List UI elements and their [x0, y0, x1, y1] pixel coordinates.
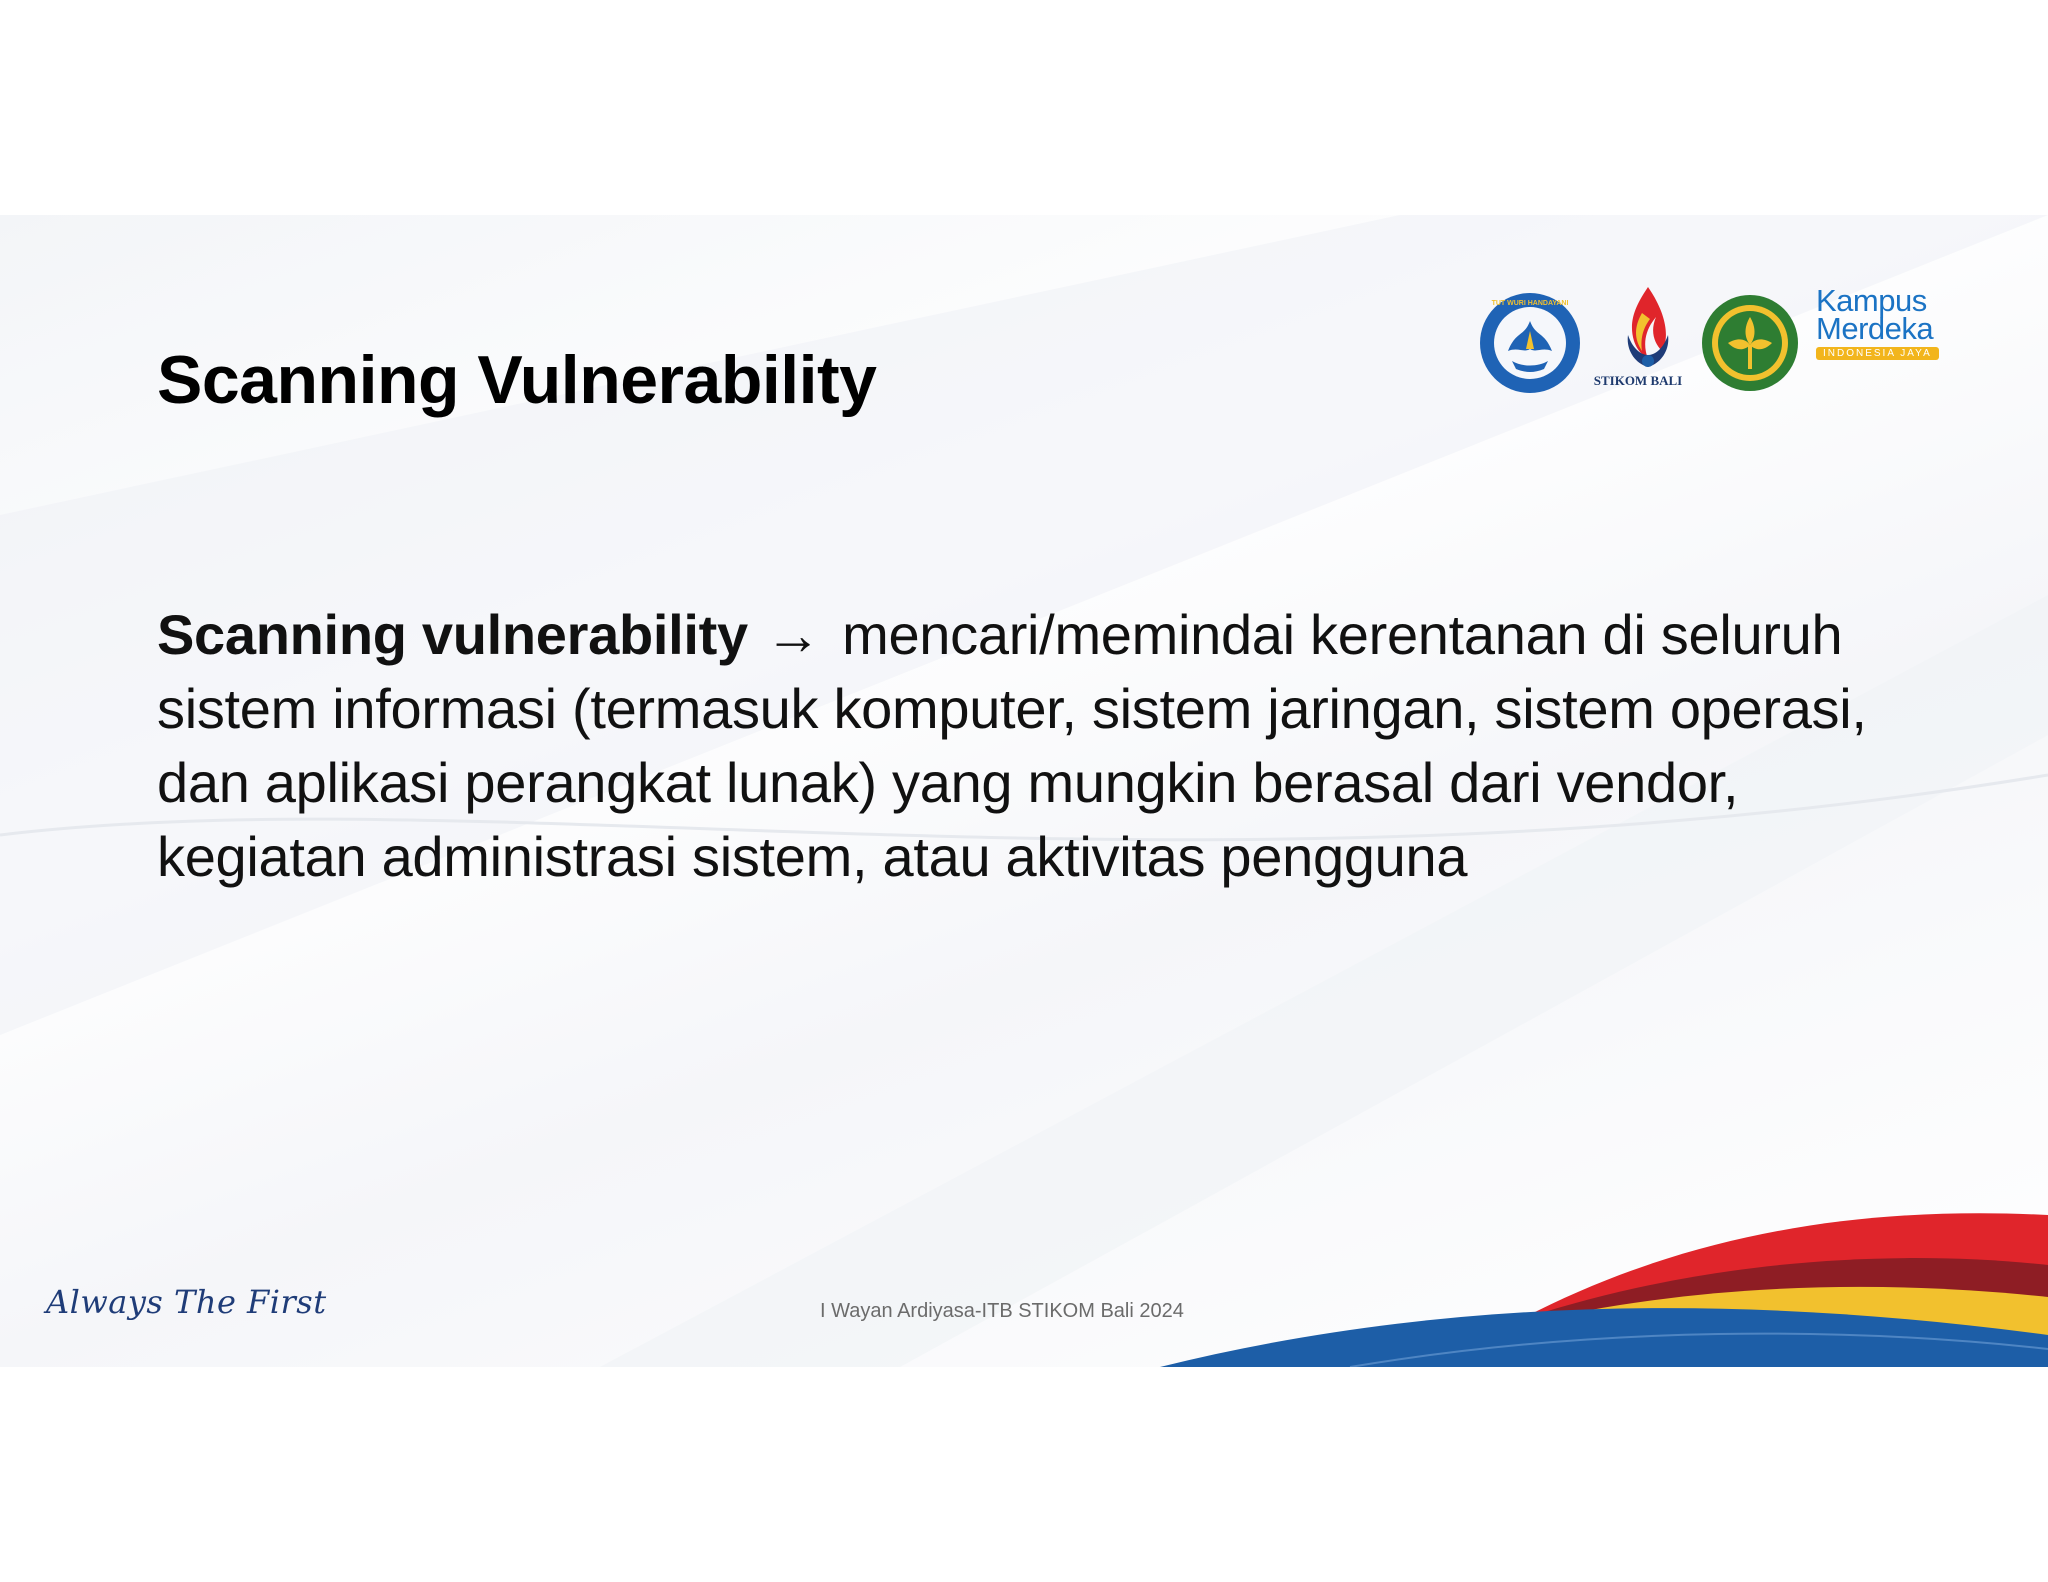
- slide-body: [157, 598, 1877, 894]
- kampus-tag: INDONESIA JAYA: [1816, 347, 1939, 360]
- body-definition: mencari/memindai kerentanan di seluruh sistem informasi (termasuk komputer, sistem jaringan, sistem operasi, dan aplikasi perangkat lunak) yang mungkin berasal dari vendor, kegiatan administrasi sistem, atau aktivitas pengguna: [157, 603, 1867, 888]
- tagline: Always The First: [46, 1283, 327, 1321]
- slide: [0, 215, 2048, 1367]
- stikom-logo: [1598, 283, 1698, 375]
- green-emblem-logo: [1700, 293, 1800, 393]
- slide-title: Scanning Vulnerability: [157, 342, 877, 418]
- stikom-label: STIKOM BALI: [1593, 373, 1683, 388]
- kemdikbud-ring-text: TUT WURI HANDAYANI: [1491, 300, 1569, 307]
- kampus-merdeka-logo: [1816, 283, 1968, 377]
- arrow-icon: →: [765, 603, 821, 666]
- footer-credit: I Wayan Ardiyasa-ITB STIKOM Bali 2024: [820, 1300, 1184, 1322]
- kampus-line2: Merdeka: [1816, 311, 1934, 346]
- kemdikbud-logo: [1478, 291, 1582, 395]
- body-term: Scanning vulnerability: [157, 603, 748, 666]
- partner-logos: [1478, 283, 1968, 403]
- kampus-line1: Kampus: [1816, 283, 1927, 318]
